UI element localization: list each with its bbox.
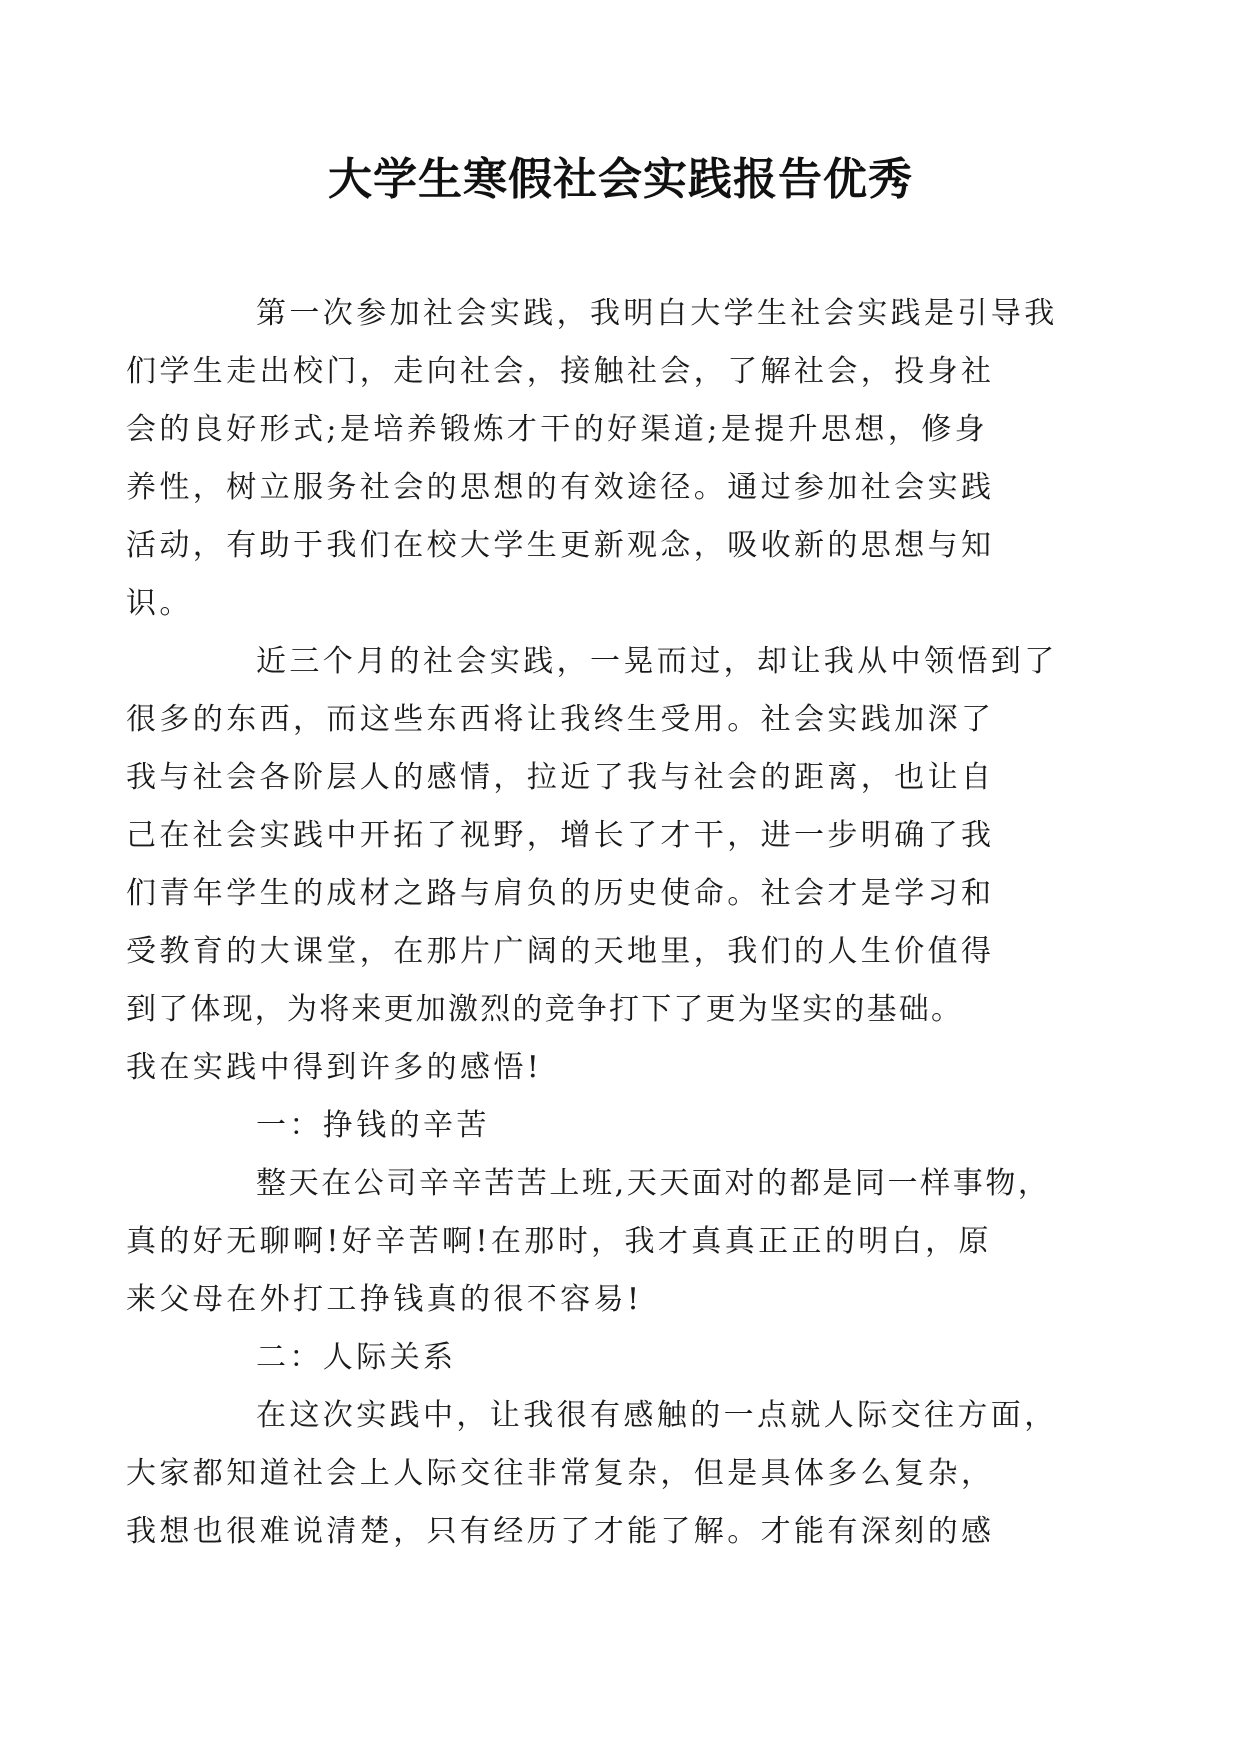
paragraph-line: 我与社会各阶层人的感情，拉近了我与社会的距离，也让自	[126, 760, 995, 795]
paragraph-line: 来父母在外打工挣钱真的很不容易!	[126, 1282, 643, 1317]
paragraph-line: 很多的东西，而这些东西将让我终生受用。社会实践加深了	[126, 702, 995, 737]
paragraph-line: 己在社会实践中开拓了视野，增长了才干，进一步明确了我	[126, 818, 995, 853]
paragraph-line: 活动，有助于我们在校大学生更新观念，吸收新的思想与知	[126, 528, 995, 563]
paragraph-line: 第一次参加社会实践，我明白大学生社会实践是引导我	[256, 296, 1058, 331]
paragraph-line: 们青年学生的成材之路与肩负的历史使命。社会才是学习和	[126, 876, 995, 911]
section-heading-earning: 一：挣钱的辛苦	[256, 1108, 490, 1143]
paragraph-reflection	[126, 633, 1081, 1097]
paragraph-intro	[126, 285, 1081, 633]
paragraph-line: 在这次实践中，让我很有感触的一点就人际交往方面，	[256, 1398, 1058, 1433]
paragraph-line: 会的良好形式;是培养锻炼才干的好渠道;是提升思想，修身	[126, 412, 989, 447]
paragraph-line: 们学生走出校门，走向社会，接触社会，了解社会，投身社	[126, 354, 995, 389]
paragraph-earning	[126, 1155, 1081, 1329]
paragraph-line: 大家都知道社会上人际交往非常复杂，但是具体多么复杂，	[126, 1456, 995, 1491]
paragraph-line: 养性，树立服务社会的思想的有效途径。通过参加社会实践	[126, 470, 995, 505]
paragraph-line: 到了体现，为将来更加激烈的竞争打下了更为坚实的基础。	[126, 992, 964, 1027]
paragraph-line: 我在实践中得到许多的感悟!	[126, 1050, 543, 1085]
paragraph-line: 整天在公司辛辛苦苦上班,天天面对的都是同一样事物，	[256, 1166, 1051, 1201]
paragraph-line: 近三个月的社会实践，一晃而过，却让我从中领悟到了	[256, 644, 1058, 679]
section-heading-relations: 二：人际关系	[256, 1340, 457, 1375]
document-title: 大学生寒假社会实践报告优秀	[328, 154, 913, 205]
paragraph-line: 受教育的大课堂，在那片广阔的天地里，我们的人生价值得	[126, 934, 995, 969]
document-body	[126, 285, 1081, 1561]
paragraph-line: 真的好无聊啊!好辛苦啊!在那时，我才真真正正的明白，原	[126, 1224, 992, 1259]
paragraph-line: 识。	[126, 586, 193, 621]
paragraph-relations	[126, 1387, 1081, 1561]
paragraph-line: 我想也很难说清楚，只有经历了才能了解。才能有深刻的感	[126, 1514, 995, 1549]
